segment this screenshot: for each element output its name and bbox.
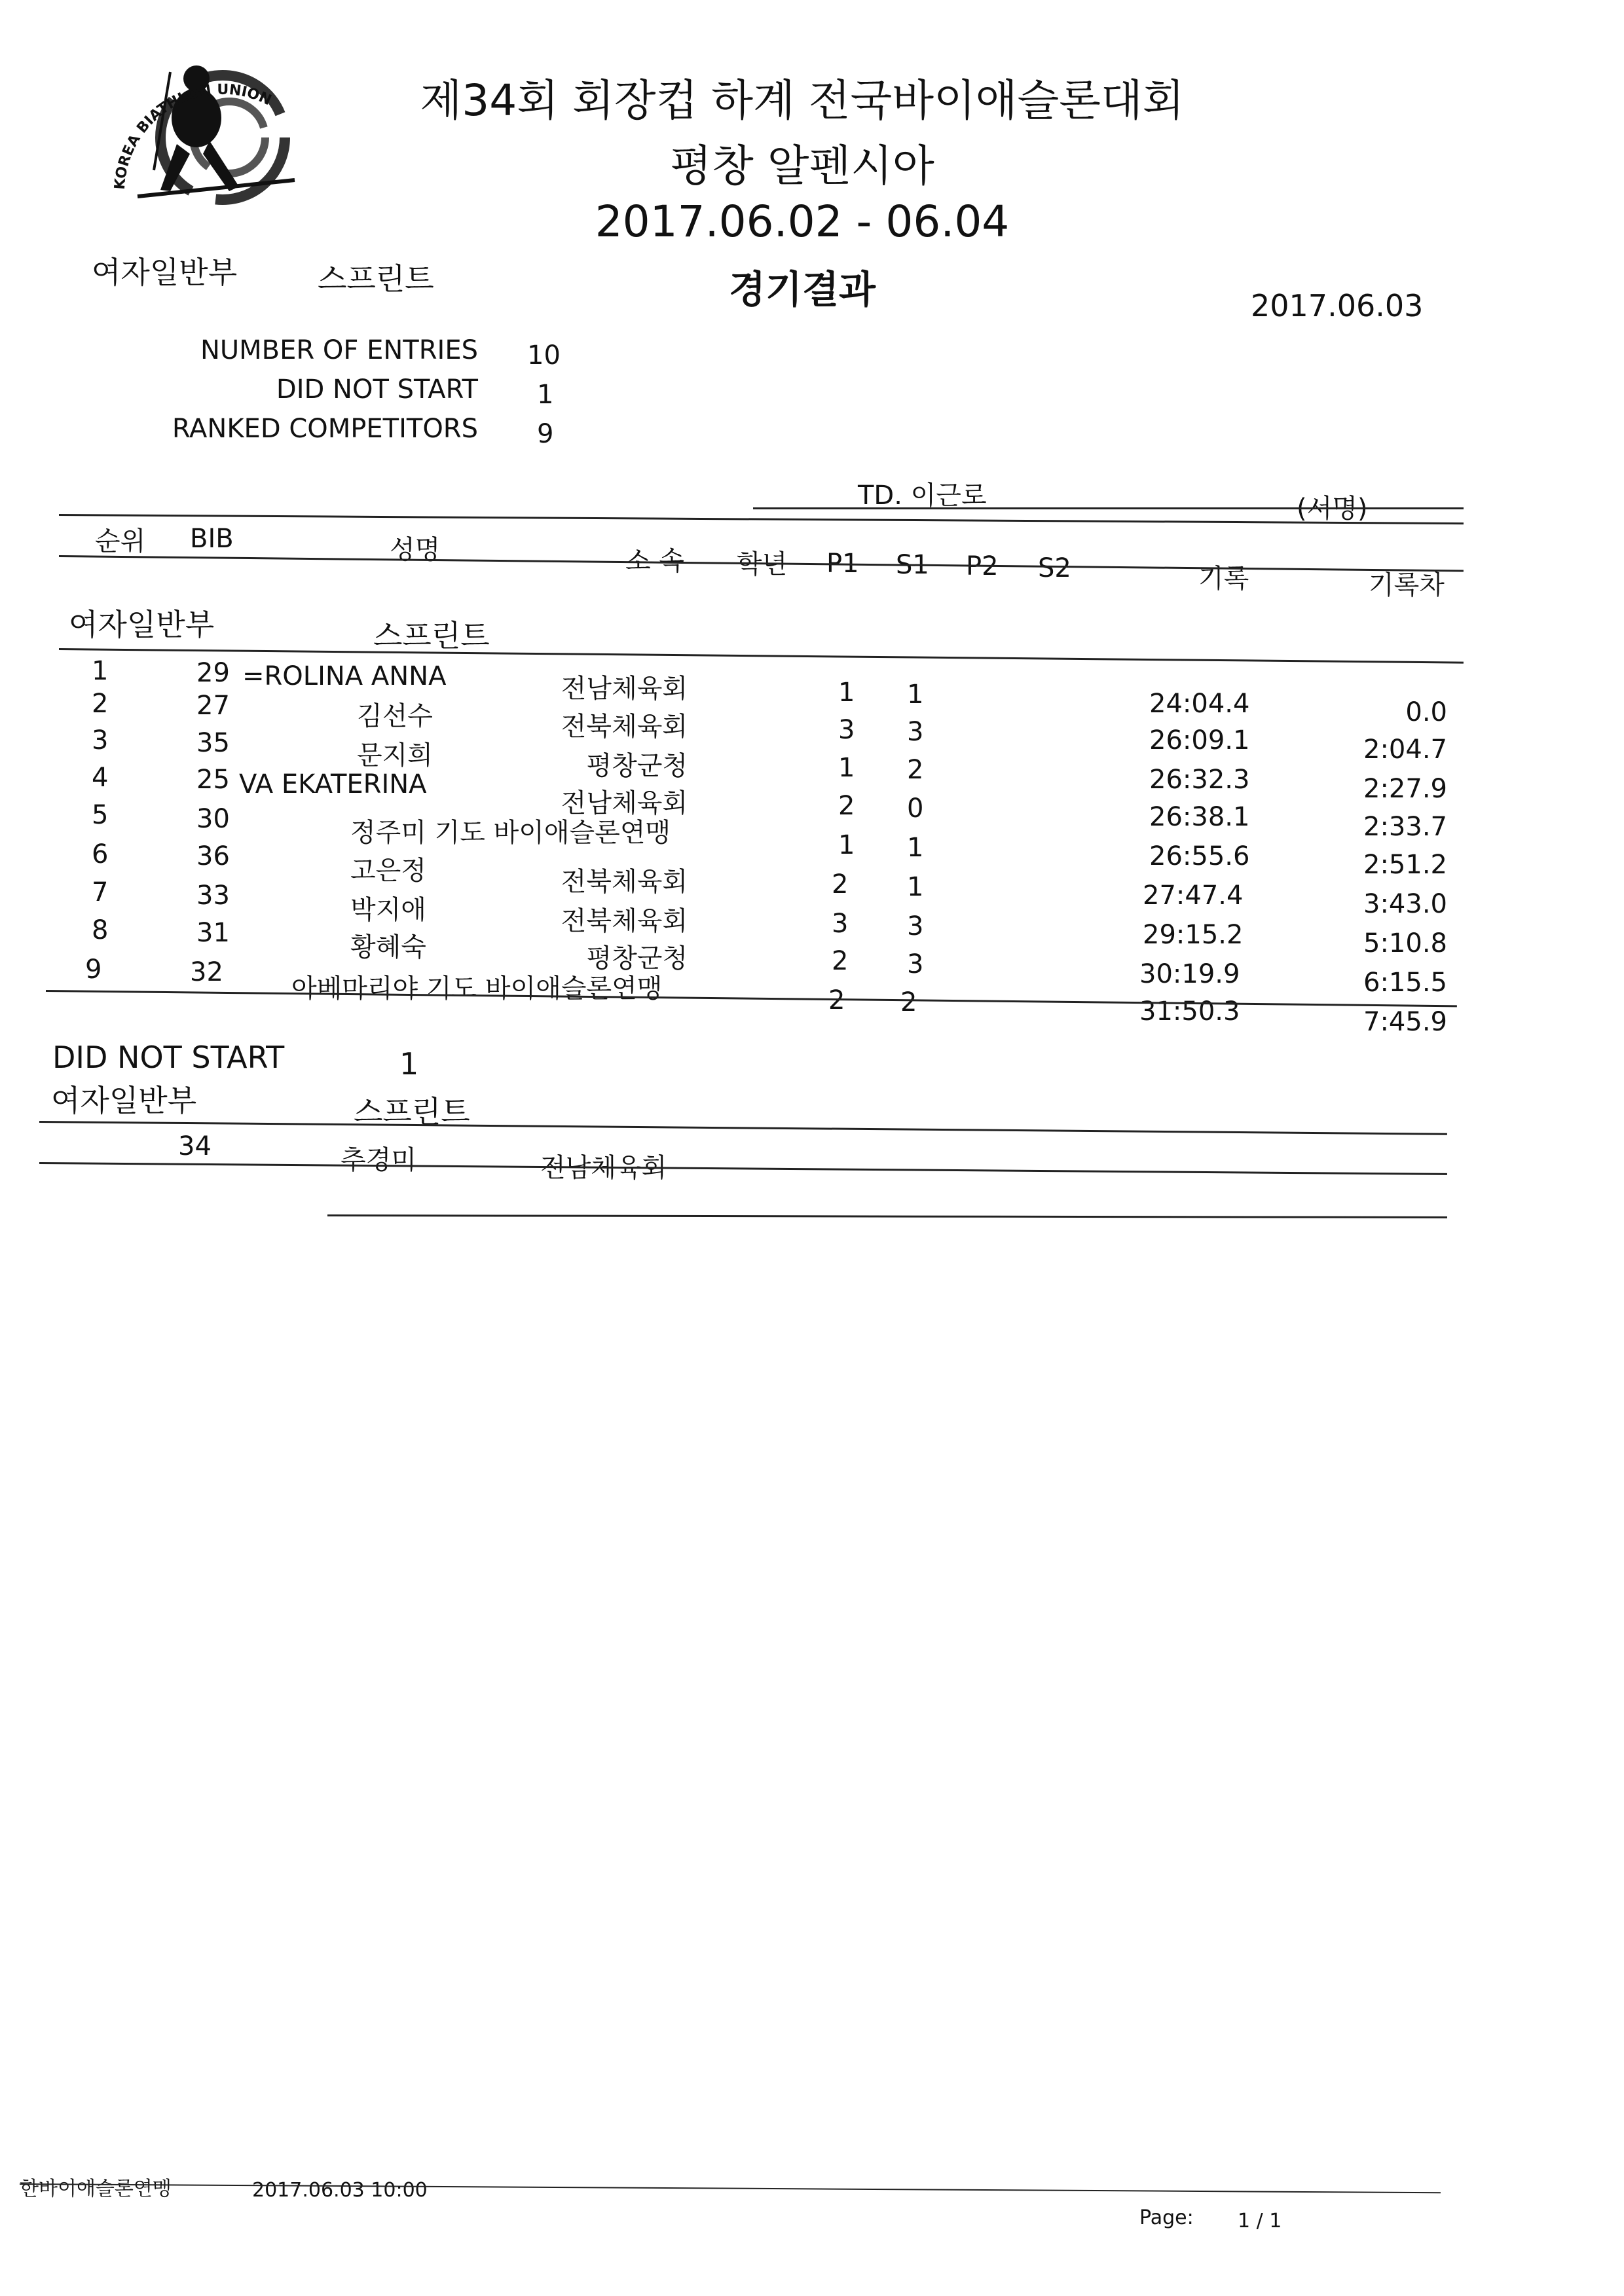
section-event: 스프린트 (373, 618, 490, 653)
cell-diff: 0.0 (1405, 697, 1447, 727)
cell-bib: 33 (196, 881, 230, 911)
cell-p1: 2 (838, 791, 855, 821)
cell-bib: 30 (196, 804, 230, 834)
cell-diff: 5:10.8 (1363, 928, 1447, 958)
dns-event: 스프린트 (354, 1094, 470, 1129)
summary-value: 9 (537, 419, 554, 449)
cell-diff: 2:33.7 (1363, 812, 1447, 842)
cell-diff: 7:45.9 (1363, 1007, 1447, 1037)
summary-value: 10 (527, 340, 561, 371)
col-name: 성명 (390, 535, 441, 565)
cell-team: 전북체육회 (561, 712, 688, 742)
venue: 평창 알펜시아 (670, 141, 934, 191)
cell-rank: 1 (92, 656, 109, 686)
footer-org: 한바이애슬론연맹 (20, 2178, 172, 2200)
cell-team: 전남체육회 (561, 788, 688, 818)
cell-s1: 1 (907, 833, 924, 863)
technical-delegate: TD. 이근로 (858, 481, 987, 511)
cell-p1: 2 (832, 869, 849, 900)
cell-rank: 9 (85, 955, 102, 985)
logo-text: KOREA BIATHLON UNION (111, 81, 274, 191)
cell-rank: 2 (92, 689, 109, 719)
cell-name: 아베마리야 기도 바이애슬론연맹 (291, 974, 663, 1004)
dns-bib: 34 (178, 1131, 212, 1161)
event-label: 스프린트 (318, 261, 434, 297)
biathlon-union-logo (98, 39, 347, 223)
dns-name: 추경미 (341, 1145, 416, 1175)
cell-p1: 2 (828, 985, 845, 1015)
cell-s1: 3 (907, 717, 924, 747)
col-grade: 학년 (737, 549, 788, 579)
cell-name: =ROLINA ANNA (242, 661, 447, 691)
cell-diff: 2:04.7 (1363, 735, 1447, 765)
cell-name: 정주미 기도 바이애슬론연맹 (350, 818, 671, 848)
cell-p1: 3 (838, 715, 855, 745)
col-diff: 기록차 (1369, 570, 1445, 600)
page-label: Page: (1139, 2206, 1194, 2229)
footer-timestamp: 2017.06.03 10:00 (252, 2179, 428, 2202)
cell-bib: 32 (190, 957, 223, 987)
cell-s1: 2 (907, 755, 924, 785)
col-team: 소 속 (625, 546, 684, 576)
cell-s1: 1 (907, 872, 924, 902)
dns-team: 전남체육회 (540, 1153, 667, 1183)
cell-p1: 1 (838, 678, 855, 708)
cell-name: 김선수 (357, 701, 433, 731)
cell-time: 29:15.2 (1143, 920, 1244, 950)
cell-time: 30:19.9 (1139, 959, 1240, 989)
cell-p1: 1 (838, 753, 855, 783)
page-number: 1 / 1 (1238, 2210, 1282, 2232)
cell-name: 고은정 (350, 856, 426, 886)
cell-time: 24:04.4 (1149, 689, 1250, 719)
cell-rank: 3 (92, 725, 109, 756)
col-s2: S2 (1038, 553, 1071, 583)
cell-diff: 2:27.9 (1363, 774, 1447, 804)
cell-s1: 0 (907, 793, 924, 824)
cell-rank: 4 (92, 763, 109, 793)
cell-bib: 27 (196, 691, 230, 721)
cell-team: 전북체육회 (561, 906, 688, 936)
col-s1: S1 (896, 550, 929, 580)
cell-team: 전북체육회 (561, 867, 688, 897)
dns-count: 1 (399, 1046, 419, 1082)
cell-p1: 2 (832, 946, 849, 976)
dns-label: DID NOT START (52, 1040, 285, 1075)
summary-label: DID NOT START (276, 374, 478, 405)
cell-rank: 7 (92, 877, 109, 907)
col-p2: P2 (966, 551, 999, 581)
cell-bib: 36 (196, 841, 230, 871)
col-rank: 순위 (95, 526, 146, 556)
dns-category: 여자일반부 (51, 1083, 197, 1118)
cell-diff: 6:15.5 (1363, 968, 1447, 998)
category-label: 여자일반부 (92, 255, 238, 290)
cell-bib: 29 (196, 658, 230, 688)
cell-s1: 3 (907, 911, 924, 941)
event-title: 제34회 회장컵 하계 전국바이애슬론대회 (420, 75, 1185, 126)
summary-value: 1 (537, 380, 554, 410)
cell-name: 황혜숙 (350, 932, 426, 962)
cell-s1: 3 (907, 949, 924, 979)
cell-diff: 2:51.2 (1363, 850, 1447, 880)
cell-rank: 8 (92, 915, 109, 945)
cell-diff: 3:43.0 (1363, 889, 1447, 919)
cell-name: 박지애 (350, 895, 426, 925)
report-date: 2017.06.03 (1251, 288, 1424, 323)
cell-rank: 5 (92, 800, 109, 830)
cell-time: 26:38.1 (1149, 802, 1250, 832)
cell-time: 26:55.6 (1149, 841, 1250, 871)
cell-bib: 35 (196, 728, 230, 758)
cell-name: VA EKATERINA (239, 769, 427, 799)
col-p1: P1 (826, 549, 859, 579)
cell-team: 평창군청 (586, 751, 688, 781)
cell-team: 평창군청 (586, 943, 688, 974)
cell-time: 27:47.4 (1143, 881, 1244, 911)
cell-team: 전남체육회 (561, 674, 688, 704)
cell-bib: 31 (196, 918, 230, 948)
cell-p1: 1 (838, 830, 855, 860)
col-bib: BIB (190, 524, 234, 554)
col-time: 기록 (1198, 564, 1249, 594)
cell-s1: 1 (907, 680, 924, 710)
cell-time: 26:09.1 (1149, 725, 1250, 756)
cell-rank: 6 (92, 839, 109, 869)
cell-bib: 25 (196, 765, 230, 795)
cell-name: 문지희 (357, 740, 433, 771)
cell-time: 26:32.3 (1149, 765, 1250, 795)
signature-label: (서명) (1297, 494, 1368, 524)
cell-time: 31:50.3 (1139, 996, 1240, 1027)
section-category: 여자일반부 (69, 607, 215, 642)
summary-label: RANKED COMPETITORS (172, 414, 478, 444)
page-subtitle: 경기결과 (728, 267, 876, 312)
cell-p1: 3 (832, 909, 849, 939)
cell-s1: 2 (900, 987, 917, 1017)
summary-label: NUMBER OF ENTRIES (200, 335, 478, 365)
event-dates: 2017.06.02 - 06.04 (595, 196, 1010, 247)
